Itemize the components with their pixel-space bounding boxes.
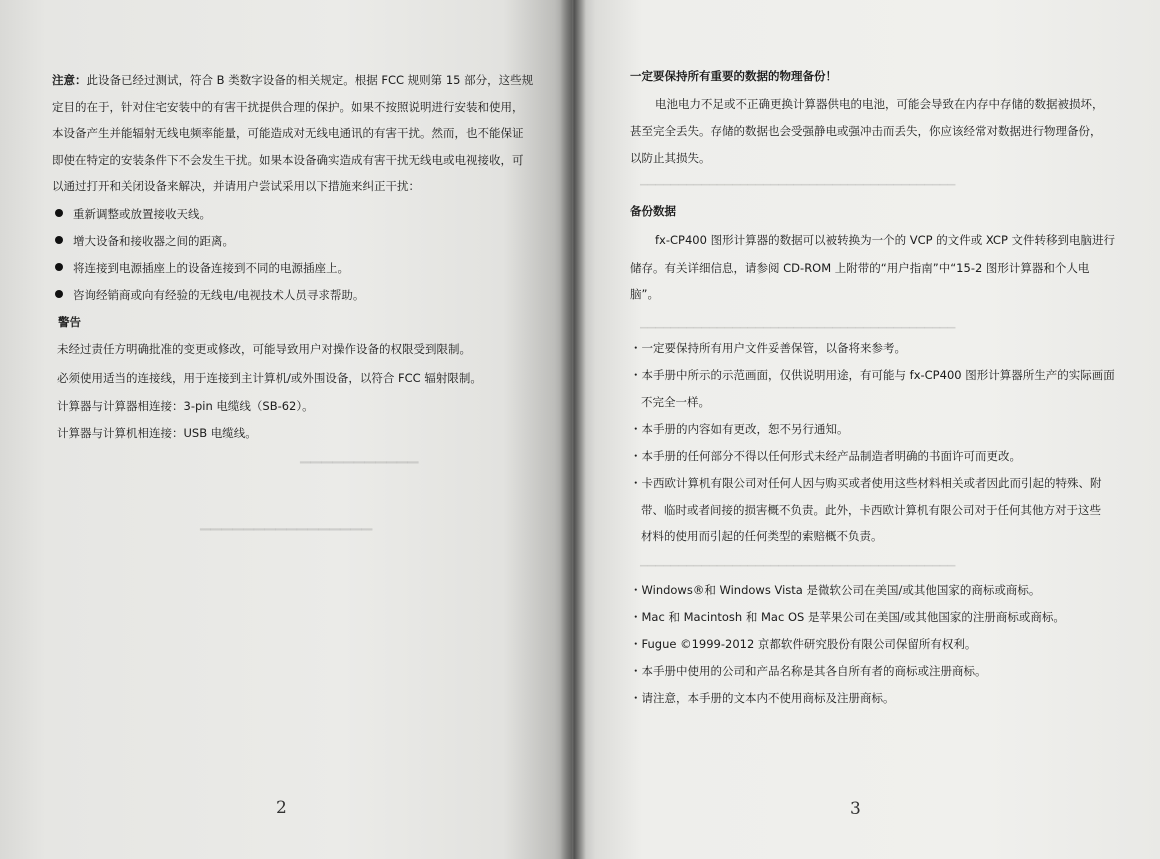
- backup-title: 一定要保持所有重要的数据的物理备份！: [630, 69, 837, 83]
- trademark-line: ・Mac 和 Macintosh 和 Mac OS 是苹果公司在美国/或其他国家的注册商标或商标。: [630, 610, 1065, 624]
- notice-paragraph: [52, 67, 532, 200]
- bullet-text: 将连接到电源插座上的设备连接到不同的电源插座上。: [73, 261, 349, 275]
- trademark-line: ・本手册中使用的公司和产品名称是其各自所有者的商标或注册商标。: [630, 664, 987, 678]
- backup-line: 甚至完全丢失。存储的数据也会受强静电或强冲击而丢失，你应该经常对数据进行物理备份，: [630, 124, 1102, 138]
- notice-line: 本设备产生并能辐射无线电频率能量，可能造成对无线电通讯的有害干扰。然而，也不能保证: [52, 126, 524, 140]
- show-through-text: ▁▁▁▁▁▁▁▁▁▁▁▁▁▁▁▁▁▁▁▁▁▁▁▁▁▁▁▁▁▁▁▁▁▁▁▁▁▁▁▁▁: [640, 175, 956, 186]
- notice-line: 此设备已经过测试，符合 B 类数字设备的相关规定。根据 FCC 规则第 15 部分，这些规: [86, 73, 534, 87]
- show-through-text: ▁▁▁▁▁▁▁▁▁▁▁▁▁▁▁▁: [200, 515, 373, 531]
- warning-line: 计算器与计算机相连接：USB 电缆线。: [57, 426, 257, 440]
- note-line: 材料的使用而引起的任何类型的索赔概不负责。: [641, 529, 883, 543]
- bullet-item: [55, 260, 349, 276]
- book-gutter: [560, 0, 586, 859]
- show-through-text: ▁▁▁▁▁▁▁▁▁▁▁: [300, 448, 419, 464]
- bullet-item: [55, 233, 234, 249]
- trademark-line: ・Fugue ©1999-2012 京都软件研究股份有限公司保留所有权利。: [630, 637, 977, 651]
- backup-data-title: 备份数据: [630, 204, 676, 218]
- backup-data-line: 脑”。: [630, 287, 659, 301]
- bullet-text: 咨询经销商或向有经验的无线电/电视技术人员寻求帮助。: [73, 288, 365, 302]
- note-line: 带、临时或者间接的损害概不负责。此外，卡西欧计算机有限公司对于任何其他方对于这些: [641, 503, 1101, 517]
- note-line: ・本手册中所示的示范画面，仅供说明用途，有可能与 fx-CP400 图形计算器所生产的实际画面: [630, 368, 1115, 382]
- warning-line: 计算器与计算器相连接：3-pin 电缆线（SB-62）。: [57, 399, 314, 413]
- show-through-text: ▁▁▁▁▁▁▁▁▁▁▁▁▁▁▁▁▁▁▁▁▁▁▁▁▁▁▁▁▁▁▁▁▁▁▁▁▁▁▁▁▁: [640, 556, 956, 567]
- bullet-item: [55, 287, 364, 303]
- page-number-right: 3: [850, 799, 861, 819]
- note-line: ・本手册的任何部分不得以任何形式未经产品制造者明确的书面许可而更改。: [630, 449, 1021, 463]
- warning-title: 警告: [58, 315, 81, 329]
- note-line: 不完全一样。: [641, 395, 710, 409]
- bullet-text: 重新调整或放置接收天线。: [73, 207, 211, 221]
- notice-label: 注意：: [52, 73, 87, 87]
- notice-line: 以通过打开和关闭设备来解决，并请用户尝试采用以下措施来纠正干扰：: [52, 179, 420, 193]
- trademark-line: ・Windows®和 Windows Vista 是微软公司在美国/或其他国家的商标或商标。: [630, 583, 1041, 597]
- backup-line: 以防止其损失。: [630, 151, 711, 165]
- warning-line: 未经过责任方明确批准的变更或修改，可能导致用户对操作设备的权限受到限制。: [57, 342, 471, 356]
- warning-line: 必须使用适当的连接线，用于连接到主计算机/或外围设备，以符合 FCC 辐射限制。: [57, 371, 482, 385]
- show-through-text: ▁▁▁▁▁▁▁▁▁▁▁▁▁▁▁▁▁▁▁▁▁▁▁▁▁▁▁▁▁▁▁▁▁▁▁▁▁▁▁▁▁: [640, 318, 956, 329]
- bullet-item: [55, 206, 211, 222]
- backup-data-line: fx-CP400 图形计算器的数据可以被转换为一个的 VCP 的文件或 XCP 文件转移到电脑进行: [655, 233, 1116, 247]
- notice-line: 定目的在于，针对住宅安装中的有害干扰提供合理的保护。如果不按照说明进行安装和使用，: [52, 99, 524, 114]
- bullet-dot-icon: [55, 209, 63, 217]
- note-line: ・一定要保持所有用户文件妥善保管，以备将来参考。: [630, 341, 906, 355]
- page-number-left: 2: [276, 798, 287, 818]
- bullet-dot-icon: [55, 290, 63, 298]
- note-line: ・本手册的内容如有更改，恕不另行通知。: [630, 422, 849, 436]
- backup-data-line: 储存。有关详细信息，请参阅 CD-ROM 上附带的“用户指南”中“15-2 图形计算器和个人电: [630, 261, 1090, 275]
- bullet-dot-icon: [55, 236, 63, 244]
- trademark-line: ・请注意，本手册的文本内不使用商标及注册商标。: [630, 691, 895, 705]
- notice-line: 即使在特定的安装条件下不会发生干扰。如果本设备确实造成有害干扰无线电或电视接收，可: [52, 152, 524, 167]
- bullet-text: 增大设备和接收器之间的距离。: [73, 234, 234, 248]
- backup-line: 电池电力不足或不正确更换计算器供电的电池，可能会导致在内存中存储的数据被损坏，: [655, 97, 1104, 111]
- bullet-dot-icon: [55, 263, 63, 271]
- note-line: ・卡西欧计算机有限公司对任何人因与购买或者使用这些材料相关或者因此而引起的特殊、附: [630, 476, 1102, 490]
